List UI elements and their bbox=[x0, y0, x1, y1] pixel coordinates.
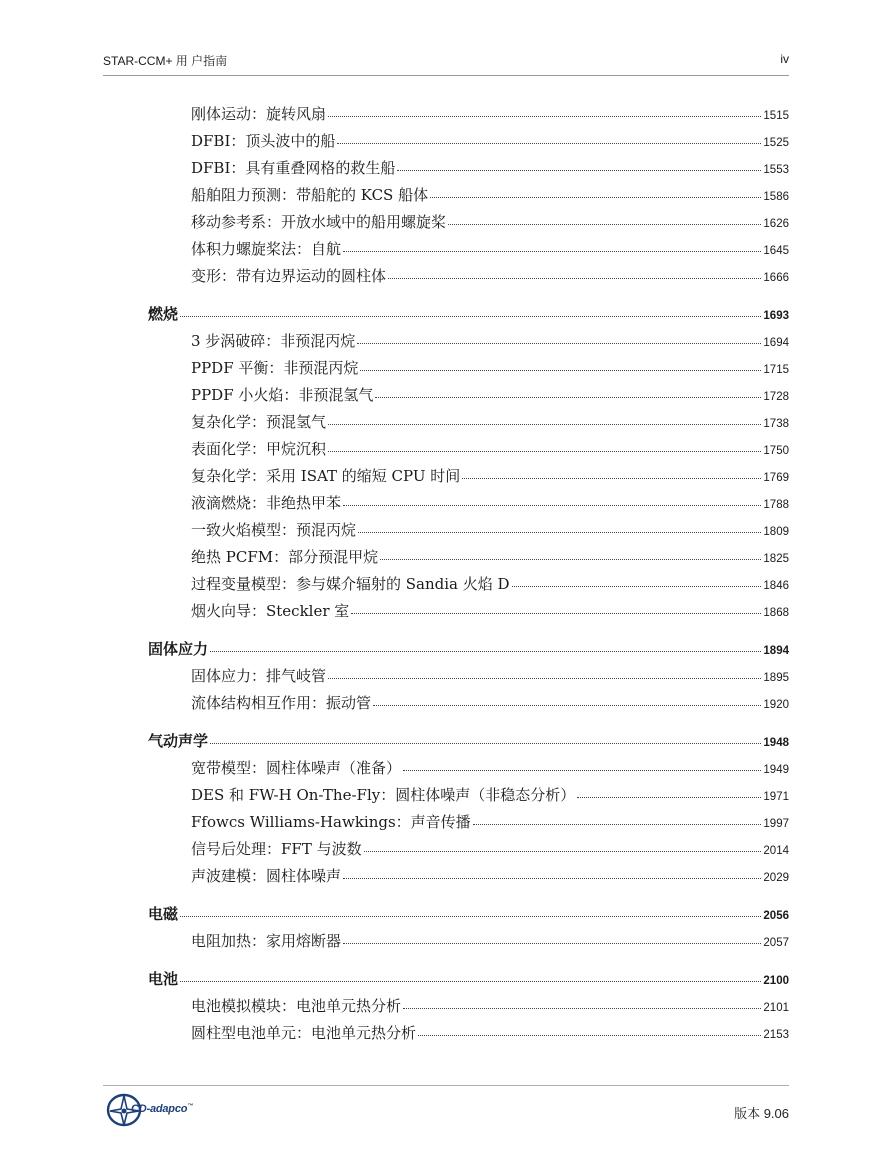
entry-title: 移动参考系：开放水域中的船用螺旋桨 bbox=[191, 213, 447, 231]
footer-divider bbox=[103, 1085, 789, 1086]
entry-title: 宽带模型：圆柱体噪声（准备） bbox=[191, 759, 402, 777]
entry-page-number: 1626 bbox=[763, 218, 789, 230]
toc-entry[interactable] bbox=[148, 755, 789, 782]
entry-page-number: 1997 bbox=[763, 818, 789, 830]
dot-leader bbox=[360, 369, 761, 371]
company-logo bbox=[105, 1090, 225, 1130]
entry-page-number: 1949 bbox=[763, 764, 789, 776]
toc-section bbox=[148, 965, 789, 1047]
section-title: 电磁 bbox=[148, 905, 179, 923]
toc-section bbox=[148, 727, 789, 890]
toc-section-heading[interactable] bbox=[148, 300, 789, 328]
dot-leader bbox=[180, 315, 761, 317]
toc-entry[interactable] bbox=[148, 863, 789, 890]
entry-page-number: 1645 bbox=[763, 245, 789, 257]
toc-entry[interactable] bbox=[148, 355, 789, 382]
entry-title: 船舶阻力预测：带船舵的 KCS 船体 bbox=[191, 186, 429, 204]
toc-entry[interactable] bbox=[148, 101, 789, 128]
page-header bbox=[103, 52, 789, 72]
entry-title: 圆柱型电池单元：电池单元热分析 bbox=[191, 1024, 417, 1042]
toc-entry[interactable] bbox=[148, 236, 789, 263]
section-page-number: 2056 bbox=[763, 910, 789, 922]
entry-title: 电池模拟模块：电池单元热分析 bbox=[191, 997, 402, 1015]
dot-leader bbox=[210, 742, 761, 744]
document-title: STAR-CCM+ 用 户指南 bbox=[103, 54, 228, 68]
toc-entry[interactable] bbox=[148, 128, 789, 155]
table-of-contents bbox=[148, 101, 789, 1057]
entry-page-number: 1525 bbox=[763, 137, 789, 149]
toc-entry[interactable] bbox=[148, 809, 789, 836]
entry-title: 表面化学：甲烷沉积 bbox=[191, 440, 327, 458]
dot-leader bbox=[328, 115, 761, 117]
entry-page-number: 1825 bbox=[763, 553, 789, 565]
dot-leader bbox=[358, 531, 761, 533]
page-number: iv bbox=[780, 52, 789, 66]
header-divider bbox=[103, 75, 789, 76]
dot-leader bbox=[364, 850, 762, 852]
dot-leader bbox=[388, 277, 761, 279]
toc-entry[interactable] bbox=[148, 571, 789, 598]
entry-page-number: 1694 bbox=[763, 337, 789, 349]
toc-entry[interactable] bbox=[148, 690, 789, 717]
entry-title: PPDF 小火焰：非预混氢气 bbox=[191, 386, 374, 404]
entry-page-number: 1809 bbox=[763, 526, 789, 538]
dot-leader bbox=[343, 250, 761, 252]
dot-leader bbox=[373, 704, 761, 706]
dot-leader bbox=[403, 1007, 761, 1009]
dot-leader bbox=[180, 980, 761, 982]
entry-title: 电阻加热：家用熔断器 bbox=[191, 932, 342, 950]
entry-title: 刚体运动：旋转风扇 bbox=[191, 105, 327, 123]
toc-entry[interactable] bbox=[148, 782, 789, 809]
dot-leader bbox=[577, 796, 761, 798]
entry-title: 流体结构相互作用：振动管 bbox=[191, 694, 372, 712]
toc-entry[interactable] bbox=[148, 993, 789, 1020]
dot-leader bbox=[380, 558, 761, 560]
entry-page-number: 1553 bbox=[763, 164, 789, 176]
toc-section bbox=[148, 635, 789, 717]
entry-page-number: 1971 bbox=[763, 791, 789, 803]
toc-entry[interactable] bbox=[148, 409, 789, 436]
toc-entry[interactable] bbox=[148, 209, 789, 236]
toc-entry[interactable] bbox=[148, 328, 789, 355]
dot-leader bbox=[351, 612, 761, 614]
dot-leader bbox=[328, 677, 761, 679]
entry-page-number: 1846 bbox=[763, 580, 789, 592]
toc-entry[interactable] bbox=[148, 544, 789, 571]
entry-title: 固体应力：排气岐管 bbox=[191, 667, 327, 685]
entry-page-number: 1738 bbox=[763, 418, 789, 430]
toc-entry[interactable] bbox=[148, 155, 789, 182]
toc-entry[interactable] bbox=[148, 263, 789, 290]
dot-leader bbox=[210, 650, 761, 652]
entry-title: 一致火焰模型：预混丙烷 bbox=[191, 521, 357, 539]
dot-leader bbox=[343, 942, 761, 944]
entry-title: 复杂化学：采用 ISAT 的缩短 CPU 时间 bbox=[191, 467, 461, 485]
entry-page-number: 1715 bbox=[763, 364, 789, 376]
toc-section-heading[interactable] bbox=[148, 635, 789, 663]
entry-title: 绝热 PCFM：部分预混甲烷 bbox=[191, 548, 379, 566]
entry-title: 体积力螺旋桨法：自航 bbox=[191, 240, 342, 258]
toc-entry[interactable] bbox=[148, 836, 789, 863]
dot-leader bbox=[403, 769, 761, 771]
toc-section-heading[interactable] bbox=[148, 965, 789, 993]
section-page-number: 2100 bbox=[763, 975, 789, 987]
section-page-number: 1693 bbox=[763, 310, 789, 322]
toc-section-heading[interactable] bbox=[148, 727, 789, 755]
dot-leader bbox=[343, 504, 761, 506]
dot-leader bbox=[462, 477, 761, 479]
entry-title: 液滴燃烧：非绝热甲苯 bbox=[191, 494, 342, 512]
toc-entry[interactable] bbox=[148, 1020, 789, 1047]
dot-leader bbox=[180, 915, 761, 917]
entry-title: 复杂化学：预混氢气 bbox=[191, 413, 327, 431]
toc-entry[interactable] bbox=[148, 382, 789, 409]
entry-title: 变形：带有边界运动的圆柱体 bbox=[191, 267, 387, 285]
dot-leader bbox=[512, 585, 762, 587]
toc-entry[interactable] bbox=[148, 598, 789, 625]
entry-page-number: 1728 bbox=[763, 391, 789, 403]
entry-page-number: 1920 bbox=[763, 699, 789, 711]
entry-title: DES 和 FW-H On-The-Fly：圆柱体噪声（非稳态分析） bbox=[191, 786, 576, 804]
entry-page-number: 2101 bbox=[763, 1002, 789, 1014]
entry-page-number: 2029 bbox=[763, 872, 789, 884]
entry-title: 声波建模：圆柱体噪声 bbox=[191, 867, 342, 885]
entry-title: PPDF 平衡：非预混丙烷 bbox=[191, 359, 359, 377]
dot-leader bbox=[343, 877, 761, 879]
section-title: 燃烧 bbox=[148, 305, 179, 323]
toc-entry[interactable] bbox=[148, 490, 789, 517]
dot-leader bbox=[357, 342, 761, 344]
version-label: 版本 9.06 bbox=[734, 1106, 789, 1121]
section-title: 固体应力 bbox=[148, 640, 209, 658]
dot-leader bbox=[375, 396, 761, 398]
section-title: 气动声学 bbox=[148, 732, 209, 750]
entry-title: 3 步涡破碎：非预混丙烷 bbox=[191, 332, 356, 350]
toc-section bbox=[148, 900, 789, 955]
entry-page-number: 2057 bbox=[763, 937, 789, 949]
entry-page-number: 2014 bbox=[763, 845, 789, 857]
entry-page-number: 1895 bbox=[763, 672, 789, 684]
entry-title: 过程变量模型：参与媒介辐射的 Sandia 火焰 D bbox=[191, 575, 510, 593]
toc-entry[interactable] bbox=[148, 182, 789, 209]
dot-leader bbox=[328, 450, 761, 452]
entry-page-number: 1666 bbox=[763, 272, 789, 284]
entry-page-number: 1868 bbox=[763, 607, 789, 619]
toc-section bbox=[148, 101, 789, 290]
dot-leader bbox=[397, 169, 761, 171]
toc-entry[interactable] bbox=[148, 463, 789, 490]
section-title: 电池 bbox=[148, 970, 179, 988]
toc-entry[interactable] bbox=[148, 663, 789, 690]
logo-wordmark: CD-adapco™ bbox=[131, 1103, 194, 1115]
toc-entry[interactable] bbox=[148, 517, 789, 544]
toc-section bbox=[148, 300, 789, 625]
dot-leader bbox=[337, 142, 761, 144]
entry-title: DFBI：具有重叠网格的救生船 bbox=[191, 159, 396, 177]
entry-title: 烟火向导：Steckler 室 bbox=[191, 602, 350, 620]
dot-leader bbox=[418, 1034, 761, 1036]
entry-title: Ffowcs Williams-Hawkings：声音传播 bbox=[191, 813, 471, 831]
dot-leader bbox=[448, 223, 761, 225]
dot-leader bbox=[430, 196, 761, 198]
entry-page-number: 1788 bbox=[763, 499, 789, 511]
entry-page-number: 1750 bbox=[763, 445, 789, 457]
toc-entry[interactable] bbox=[148, 928, 789, 955]
dot-leader bbox=[328, 423, 761, 425]
entry-title: 信号后处理：FFT 与波数 bbox=[191, 840, 362, 858]
entry-page-number: 1515 bbox=[763, 110, 789, 122]
entry-page-number: 1586 bbox=[763, 191, 789, 203]
section-page-number: 1948 bbox=[763, 737, 789, 749]
entry-title: DFBI：顶头波中的船 bbox=[191, 132, 336, 150]
section-page-number: 1894 bbox=[763, 645, 789, 657]
entry-page-number: 1769 bbox=[763, 472, 789, 484]
toc-entry[interactable] bbox=[148, 436, 789, 463]
dot-leader bbox=[473, 823, 762, 825]
entry-page-number: 2153 bbox=[763, 1029, 789, 1041]
toc-section-heading[interactable] bbox=[148, 900, 789, 928]
